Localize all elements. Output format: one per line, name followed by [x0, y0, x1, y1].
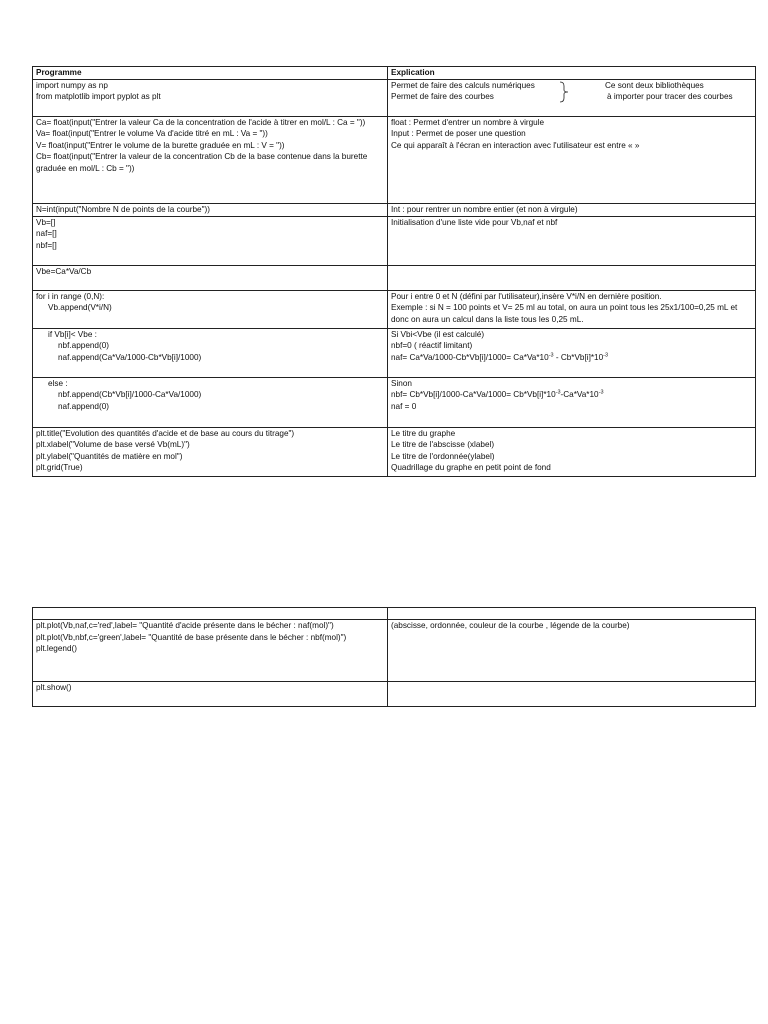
- explanation-cell: [388, 377, 756, 427]
- code-line: plt.show(): [36, 683, 72, 692]
- explanation-line: nbf=0 ( réactif limitant): [391, 341, 473, 351]
- code-line: Cb= float(input("Entrer la valeur de la concentration Cb de la base contenue dans la burette graduée en mol/L : Cb = ")): [36, 152, 368, 173]
- header-row: [33, 67, 756, 80]
- code-cell: [33, 116, 388, 203]
- code-line: N=int(input("Nombre N de points de la courbe")): [36, 204, 210, 214]
- table-row: [33, 682, 756, 707]
- explanation-line: Int : pour rentrer un nombre entier (et non à virgule): [391, 204, 578, 214]
- code-line: naf.append(Ca*Va/1000-Cb*Vb[i]/1000): [58, 352, 202, 362]
- code-line: plt.title("Evolution des quantités d'acide et de base au cours du titrage"): [36, 428, 295, 438]
- code-line: Vb.append(V*i/N): [48, 303, 112, 313]
- code-line: nbf=[]: [36, 240, 57, 250]
- code-line: Vb=[]: [36, 217, 56, 227]
- explanation-cell: [388, 620, 756, 682]
- explanation-line: $naf= Ca*Va/1000-Cb*Vb[i]/1000= Ca*Va*10^{-3} - Cb*Vb[i]*10^{-3}$: [391, 352, 609, 362]
- explanation-line: naf = 0: [391, 401, 417, 411]
- table-row: [33, 290, 756, 328]
- table-row: [33, 328, 756, 377]
- table-row: [33, 427, 756, 476]
- explanation-line: Le titre du graphe: [391, 428, 456, 438]
- code-line: for i in range (0,N):: [36, 291, 105, 301]
- libraries-note: Ce sont deux bibliothèques à importer pour tracer des courbes: [605, 80, 733, 102]
- curly-brace-icon: [559, 81, 569, 103]
- explanation-line: (abscisse, ordonnée, couleur de la courbe , légende de la courbe): [391, 621, 630, 630]
- explanation-line: Quadrillage du graphe en petit point de fond: [391, 463, 551, 473]
- code-cell: [33, 328, 388, 377]
- code-line: if Vb[i]< Vbe :: [48, 329, 97, 339]
- code-line: Va= float(input("Entrer le volume Va d'acide titré en mL : Va = ")): [36, 129, 268, 139]
- explanation-cell: [388, 328, 756, 377]
- table-row: [33, 620, 756, 682]
- explanation-cell: [388, 203, 756, 216]
- explanation-line: Sinon: [391, 378, 412, 388]
- code-line: naf.append(0): [58, 401, 109, 411]
- code-line: plt.plot(Vb,nbf,c='green',label= "Quantité de base présente dans le bécher : nbf(mol)"): [36, 632, 347, 642]
- explanation-cell: [388, 79, 756, 116]
- code-cell: [33, 290, 388, 328]
- explanation-cell: [388, 116, 756, 203]
- empty-header-row: [33, 608, 756, 620]
- code-line: from matplotlib import pyplot as plt: [36, 92, 161, 102]
- explanation-line: Exemple : si N = 100 points et V= 25 ml au total, on aura un point tous les 25x1/100=0,25 mL et donc on aura un calcul dans la liste tous les 0,25 mL.: [391, 303, 738, 324]
- explanation-line: $nbf= Cb*Vb[i]/1000-Ca*Va/1000= Cb*Vb[i]*10^{-3}-Ca*Va*10^{-3}$: [391, 389, 604, 400]
- header-programme: Programme: [33, 67, 388, 80]
- code-line: plt.ylabel("Quantités de matière en mol"): [36, 451, 183, 461]
- code-line: plt.grid(True): [36, 463, 83, 473]
- code-cell: [33, 377, 388, 427]
- explanation-cell: [388, 265, 756, 290]
- explanation-line: Pour i entre 0 et N (défini par l'utilisateur),insère V*i/N en dernière position.: [391, 291, 662, 301]
- code-line: plt.plot(Vb,naf,c='red',label= "Quantité d'acide présente dans le bécher : naf(mol)"): [36, 621, 334, 630]
- code-line: nbf.append(0): [58, 341, 109, 351]
- explanation-line: Input : Permet de poser une question: [391, 129, 526, 139]
- explanation-line: float : Permet d'entrer un nombre à virgule: [391, 117, 545, 127]
- table-row: [33, 203, 756, 216]
- program-table: [32, 66, 756, 477]
- code-line: plt.legend(): [36, 644, 77, 654]
- code-line: Ca= float(input("Entrer la valeur Ca de la concentration de l'acide à titrer en mol/L : Ca = ")): [36, 117, 366, 127]
- code-cell: [33, 203, 388, 216]
- explanation-line: Le titre de l'abscisse (xlabel): [391, 440, 495, 450]
- table-row: [33, 377, 756, 427]
- code-line: Vbe=Ca*Va/Cb: [36, 266, 92, 276]
- code-cell: [33, 682, 388, 707]
- code-cell: [33, 620, 388, 682]
- table-row: [33, 216, 756, 265]
- explanation-cell: [388, 290, 756, 328]
- table-row: [33, 116, 756, 203]
- explanation-line: Ce qui apparaît à l'écran en interaction avec l'utilisateur est entre « »: [391, 140, 640, 150]
- code-cell: [33, 427, 388, 476]
- code-line: plt.xlabel("Volume de base versé Vb(mL)"): [36, 440, 190, 450]
- code-line: nbf.append(Cb*Vb[i]/1000-Ca*Va/1000): [58, 390, 202, 400]
- explanation-line: Permet de faire des calculs numériques: [391, 80, 535, 90]
- code-line: V= float(input("Entrer le volume de la burette graduée en mL : V = ")): [36, 140, 285, 150]
- explanation-cell: [388, 682, 756, 707]
- explanation-cell: [388, 216, 756, 265]
- code-cell: [33, 265, 388, 290]
- table-row: [33, 79, 756, 116]
- explanation-cell: [388, 427, 756, 476]
- explanation-line: Initialisation d'une liste vide pour Vb,naf et nbf: [391, 217, 558, 227]
- header-explication: Explication: [388, 67, 756, 80]
- code-cell: [33, 216, 388, 265]
- code-line: naf=[]: [36, 229, 57, 239]
- code-cell: [33, 79, 388, 116]
- code-line: import numpy as np: [36, 80, 108, 90]
- code-line: else :: [48, 378, 68, 388]
- explanation-line: Si Vbi<Vbe (il est calculé): [391, 329, 485, 339]
- program-table-continued: [32, 607, 756, 707]
- explanation-line: Le titre de l'ordonnée(ylabel): [391, 451, 495, 461]
- explanation-line: Permet de faire des courbes: [391, 92, 494, 102]
- table-row: [33, 265, 756, 290]
